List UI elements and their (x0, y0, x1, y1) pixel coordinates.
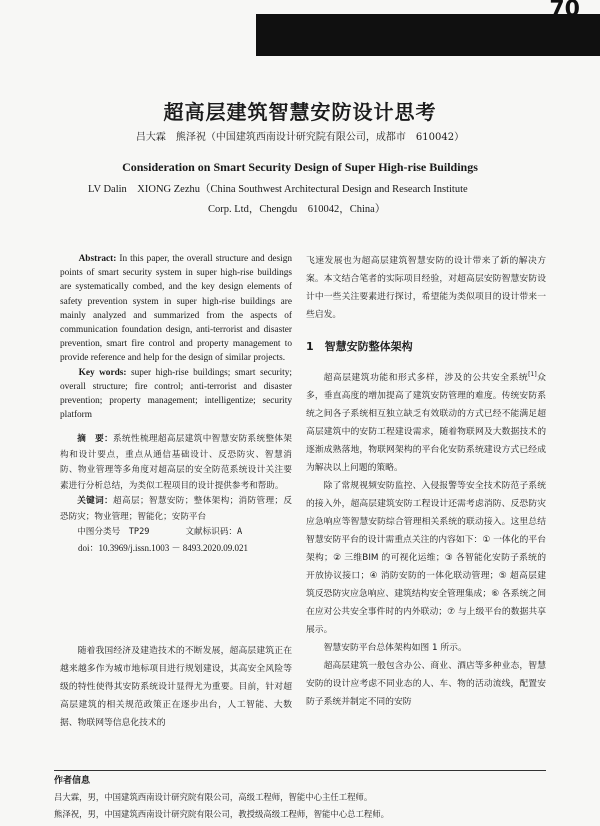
abstract-cn-label: 摘 要： (77, 434, 114, 445)
abstract-en (60, 252, 292, 366)
abstract-en-text: In this paper, the overall structure and design points of smart security system in super high-rise buildings are systematically combed, and the key design elements of safety prevention system in super high-rise buildings are mainly analyzed and summarized from the aspects of communication foundation design, anti-terrorist and disaster prevention, smart fire control and property management to provide reference and help for the design of similar projects. (60, 254, 292, 364)
para1-text-b: 众多，垂直高度的增加提高了建筑安防管理的难度。传统安防系统之间各子系统相互独立缺乏有效联动的方式已经不能满足超高层建筑中的安防工程建设需求，随着物联网及大数据技术的逐渐成熟落地，物联网架构的平台化安防系统建设方式已经成为解决以上问题的策略。 (306, 372, 546, 473)
footnote-author-2: 熊泽祝，男，中国建筑西南设计研究院有限公司，教授级高级工程师，智能中心总工程师。 (54, 809, 389, 819)
authors-en-line1: LV Dalin XIONG Zezhu（China Southwest Architectural Design and Research Institute (88, 184, 468, 195)
keywords-cn (60, 494, 292, 525)
body-column-right (306, 252, 546, 711)
abstract-column (60, 252, 292, 556)
abstract-cn (60, 432, 292, 494)
authors-affiliation-en (88, 180, 528, 220)
keywords-en-label: Key words: (78, 367, 127, 378)
keywords-cn-text: 超高层；智慧安防；整体架构；消防管理；反恐防灾；物业管理；智能化；安防平台 (60, 496, 292, 522)
footnote-author-1: 吕大霖，男，中国建筑西南设计研究院有限公司，高级工程师，智能中心主任工程师。 (54, 792, 373, 802)
document-code: 文献标识码：A (185, 527, 243, 538)
paper-title-cn: 超高层建筑智慧安防设计思考 (163, 100, 437, 124)
section-1-para-3: 智慧安防平台总体架构如图 1 所示。 (323, 642, 467, 653)
clc-number: 中图分类号 TP29 (77, 527, 150, 538)
authors-en-line2: Corp. Ltd，Chengdu 610042，China） (208, 204, 386, 215)
intro-paragraph-right: 飞速发展也为超高层建筑智慧安防的设计带来了新的解决方案。本文结合笔者的实际项目经验，对超高层安防智慧安防设计中一些关注要素进行探讨，希望能为类似项目的设计带来一些启发。 (306, 256, 546, 320)
classification-row (60, 525, 292, 541)
para1-text-a: 超高层建筑功能和形式多样，涉及的公共安全系统 (323, 372, 529, 383)
section-1-para-2: 除了常规视频安防监控、入侵报警等安全技术防范子系统的接入外，超高层建筑安防工程设计还需考虑消防、反恐防灾应急响应等智慧安防综合管理相关系统的联动接入。这里总结智慧安防平台的设计需重点关注的内容如下：① 一体化的平台架构；② 三维BIM 的可视化运维；③ 各智能化安防子系统的开放协议接口；④ 消防安防的一体化联动管理；⑤ 超高层建筑反恐防灾应急响应、建筑结构安全管理集成；⑥ 各系统之间在应对公共安全事件时的内外联动；⑦ 与上级平台的数据共享展示。 (306, 480, 546, 635)
intro-paragraph-left: 随着我国经济及建造技术的不断发展，超高层建筑正在越来越多作为城市地标项目进行规划建设，其高安全风险等级的特性使得其安防系统设计显得尤为重要。目前，针对超高层建筑的相关规范政策正在逐步出台，人工智能、大数据、物联网等信息化技术的 (60, 646, 292, 728)
keywords-en-text: super high-rise buildings; smart security; overall structure; fire control; anti-terrorist and disaster prevention; property management; intelligentize; security platform (60, 367, 292, 421)
citation-1[interactable]: [1] (528, 371, 537, 378)
section-1-para-1 (306, 366, 546, 477)
authors-affiliation-cn: 吕大霖 熊泽祝（中国建筑西南设计研究院有限公司，成都市 610042） (135, 132, 465, 143)
section-1-para-4: 超高层建筑一般包含办公、商业、酒店等多种业态，智慧安防的设计应考虑不同业态的人、车、物的活动流线，配置安防子系统并制定不同的安防 (306, 660, 546, 707)
abstract-en-label: Abstract: (78, 254, 117, 264)
abstract-cn-text: 系统性梳理超高层建筑中智慧安防系统整体架构和设计要点，重点从通信基础设计、反恐防灾、智慧消防、物业管理等多角度对超高层的安全防范系统设计关注要素进行分析总结，为类似工程项目的设计提供参考和帮助。 (60, 434, 292, 491)
keywords-cn-label: 关键词： (77, 496, 114, 507)
page-number: 70 (549, 0, 580, 22)
paper-title-en: Consideration on Smart Security Design of Super High-rise Buildings (122, 160, 478, 174)
keywords-en (60, 366, 292, 423)
footnote-title: 作者信息 (54, 776, 91, 786)
doi: doi：10.3969/j.issn.1003 － 8493.2020.09.021 (78, 542, 249, 553)
footnote-divider (54, 770, 546, 771)
section-1-heading: 1 智慧安防整体架构 (306, 340, 413, 353)
